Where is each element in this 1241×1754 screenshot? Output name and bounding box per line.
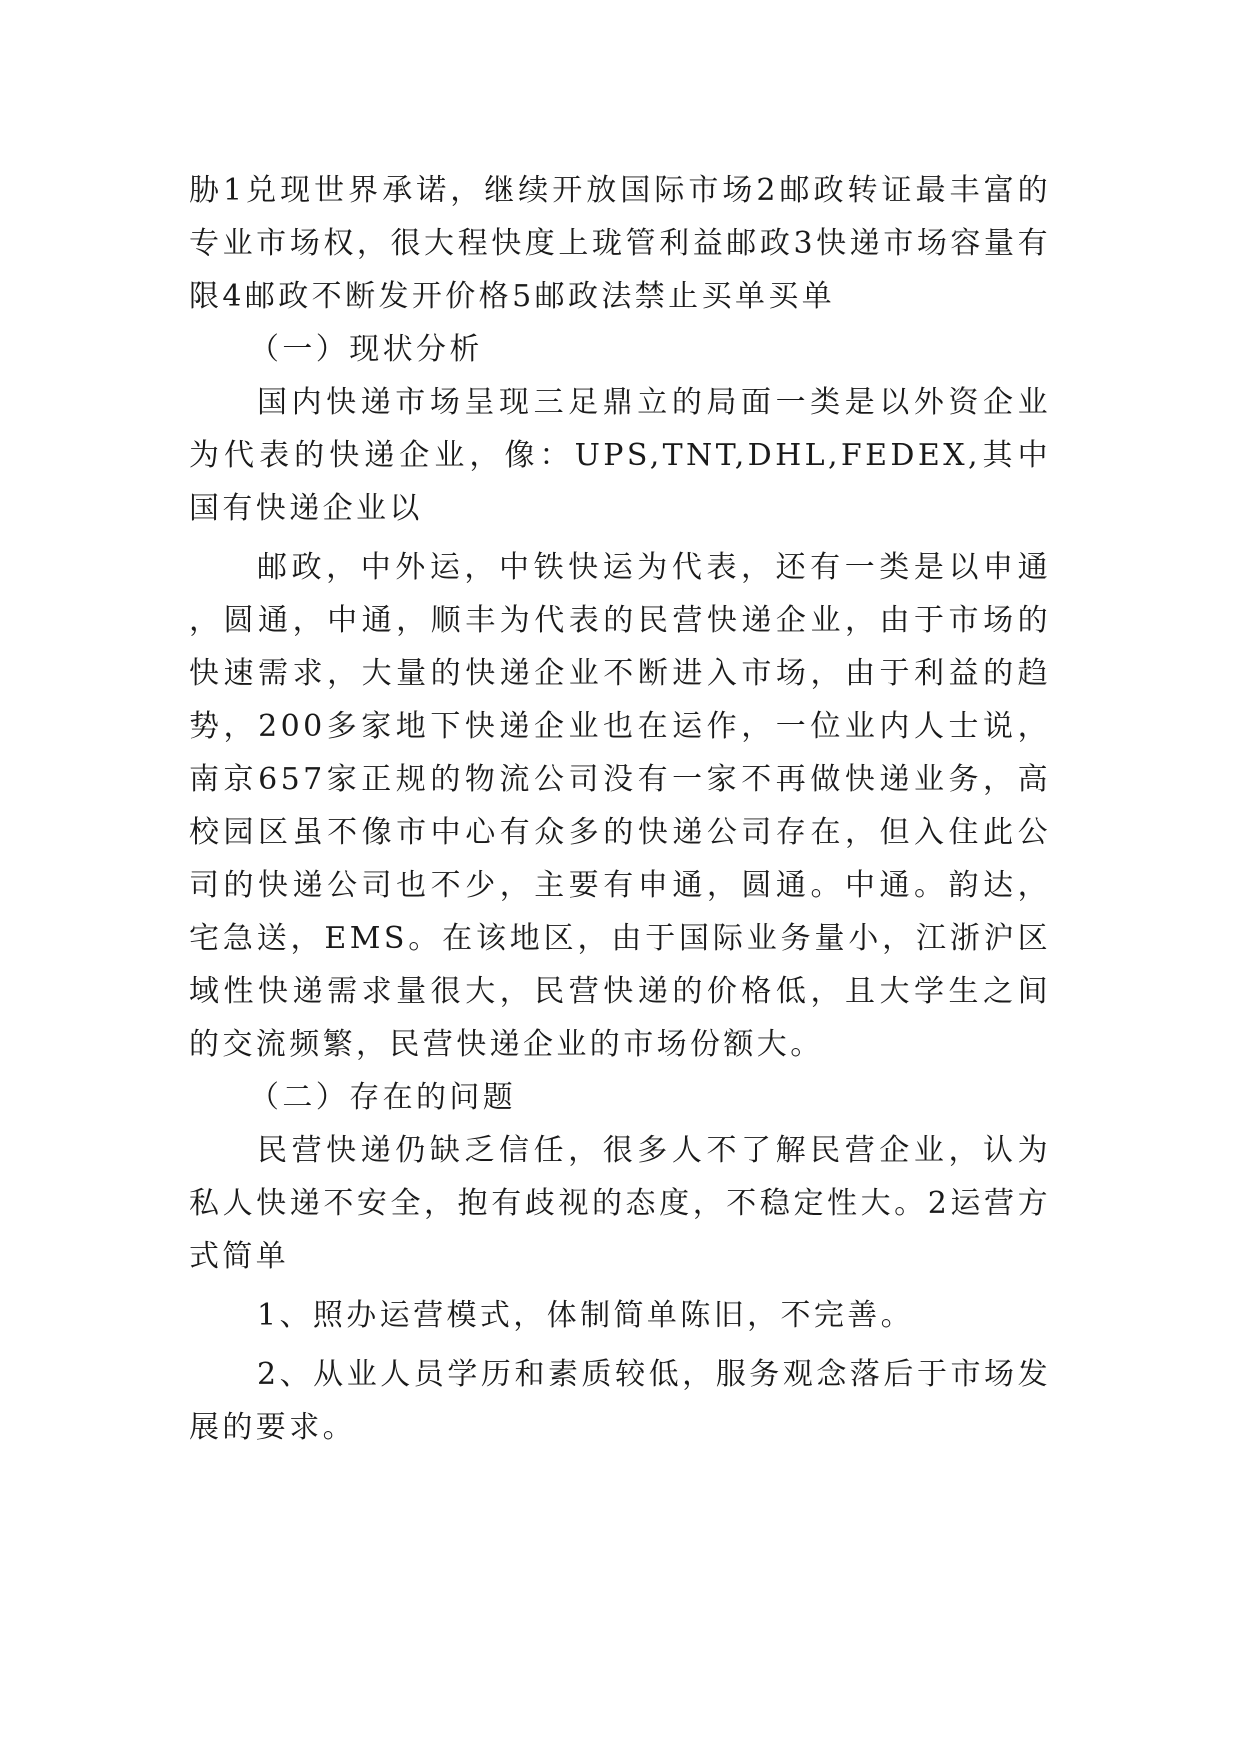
paragraph-trust-issue: 民营快递仍缺乏信任，很多人不了解民营企业，认为私人快递不安全，抱有歧视的态度，不稳定性大。2运营方式简单 — [189, 1133, 1051, 1274]
section-heading-current-status: （一）现状分析 — [249, 332, 483, 367]
paragraph-market-overview: 国内快递市场呈现三足鼎立的局面一类是以外资企业为代表的快递企业，像：UPS,TNT,DHL,FEDEX,其中国有快递企业以 — [189, 385, 1051, 526]
paragraph-intro-list: 胁1兑现世界承诺，继续开放国际市场2邮政转证最丰富的专业市场权，很大程快度上珑管利益邮政3快递市场容量有限4邮政不断发开价格5邮政法禁止买单买单 — [189, 173, 1051, 314]
paragraph-operation-mode: 1、照办运营模式，体制简单陈旧，不完善。 — [257, 1298, 915, 1333]
paragraph-market-players: 邮政，中外运，中铁快运为代表，还有一类是以申通，圆通，中通，顺丰为代表的民营快递企业，由于市场的快速需求，大量的快递企业不断进入市场，由于利益的趋势，200多家地下快递企业也在运作，一位业内人士说，南京657家正规的物流公司没有一家不再做快递业务，高校园区虽不像市中心有众多的快递公司存在，但入住此公司的快递公司也不少，主要有申通，圆通。中通。韵达，宅急送，EMS。在该地区，由于国际业务量小，江浙沪区域性快递需求量很大，民营快递的价格低，且大学生之间的交流频繁，民营快递企业的市场份额大。 — [189, 550, 1051, 1062]
document-body — [189, 164, 1051, 1454]
paragraph-staff-quality: 2、从业人员学历和素质较低，服务观念落后于市场发展的要求。 — [189, 1357, 1051, 1445]
section-heading-problems: （二）存在的问题 — [249, 1080, 517, 1115]
